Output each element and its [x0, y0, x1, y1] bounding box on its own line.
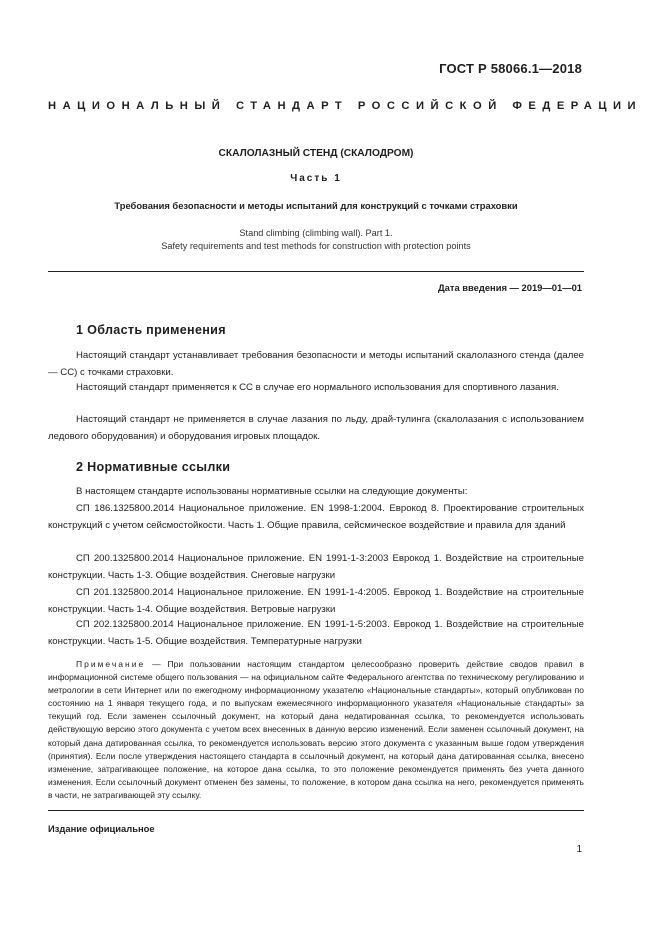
document-part: Часть 1: [290, 173, 342, 184]
section-2-note: [48, 658, 584, 802]
note-label: Примечание: [76, 659, 146, 669]
section-2-paragraph-intro: В настоящем стандарте использованы нормативные ссылки на следующие документы:: [76, 486, 468, 497]
document-subtitle: Требования безопасности и методы испытаний для конструкций с точками страховки: [114, 200, 518, 211]
english-title: [48, 227, 584, 252]
reference-sp-202: СП 202.1325800.2014 Национальное приложение. EN 1991-1-5:2003. Еврокод 1. Воздействие на строительные конструкции. Часть 1-5. Общие воздействия. Температурные нагрузки: [48, 619, 584, 647]
reference-sp-186: СП 186.1325800.2014 Национальное приложение. EN 1998-1:2004. Еврокод 8. Проектирование строительных конструкций с учетом сейсмостойкости. Часть 1. Общие правила, сейсмическое воздействие и правила для зданий: [48, 503, 584, 531]
section-1-heading: 1 Область применения: [76, 323, 226, 337]
gost-number: ГОСТ Р 58066.1—2018: [439, 61, 582, 76]
official-edition-label: Издание официальное: [48, 823, 155, 834]
section-1-paragraph-1: Настоящий стандарт устанавливает требования безопасности и методы испытаний скалолазного стенда (далее — СС) с точками страховки.: [48, 350, 584, 378]
page-number: 1: [576, 844, 582, 855]
english-title-line-2: Safety requirements and test methods for construction with protection points: [161, 240, 471, 251]
section-1-paragraph-2: Настоящий стандарт применяется к СС в случае его нормального использования для спортивного лазания.: [76, 382, 559, 393]
top-divider: [48, 271, 584, 272]
reference-sp-200: СП 200.1325800.2014 Национальное приложение. EN 1991-1-3:2003 Еврокод 1. Воздействие на строительные конструкции. Часть 1-3. Общие воздействия. Снеговые нагрузки: [48, 553, 584, 581]
document-title: СКАЛОЛАЗНЫЙ СТЕНД (СКАЛОДРОМ): [218, 148, 414, 159]
english-title-line-1: Stand climbing (climbing wall). Part 1.: [239, 228, 393, 238]
introduction-date: Дата введения — 2019—01—01: [437, 282, 582, 293]
section-1-paragraph-3: Настоящий стандарт не применяется в случае лазания по льду, драй-тулинга (скалолазания с использованием ледового оборудования) и оборудования игровых площадок.: [48, 414, 584, 442]
section-2-heading: 2 Нормативные ссылки: [76, 460, 231, 474]
reference-sp-201: СП 201.1325800.2014 Национальное приложение. EN 1991-1-4:2005. Еврокод 1. Воздействие на строительные конструкции. Часть 1-4. Общие воздействия. Ветровые нагрузки: [48, 587, 584, 615]
bottom-divider: [48, 810, 584, 811]
national-standard-header: НАЦИОНАЛЬНЫЙ СТАНДАРТ РОССИЙСКОЙ ФЕДЕРАЦИИ: [48, 100, 643, 112]
note-text: — При пользовании настоящим стандартом целесообразно проверить действие сводов правил в информационной системе общего пользования — на официальном сайте Федерального агентства по техническому регулированию и метрологии в сети Интернет или по ежегодному информационному указателю «Национальные стандарты», который опубликован по состоянию на 1 января текущего года, и по выпускам ежемесячного информационного указателя «Национальные стандарты» за текущий год. Если заменен ссылочный документ, на который дана недатированная ссылка, то рекомендуется использовать действующую версию этого документа с учетом всех внесенных в данную версию изменений. Если заменен ссылочный документ, на который дана датированная ссылка, то рекомендуется использовать версию этого документа с указанным выше годом утверждения (принятия). Если после утверждения настоящего стандарта в ссылочный документ, на который дана датированная ссылка, внесено изменение, затрагивающее положение, на которое дана ссылка, то это положение рекомендуется применять без учета данного изменения. Если ссылочный документ отменен без замены, то положение, в котором дана ссылка на него, рекомендуется применять в части, не затрагивающей эту ссылку.: [48, 659, 584, 800]
